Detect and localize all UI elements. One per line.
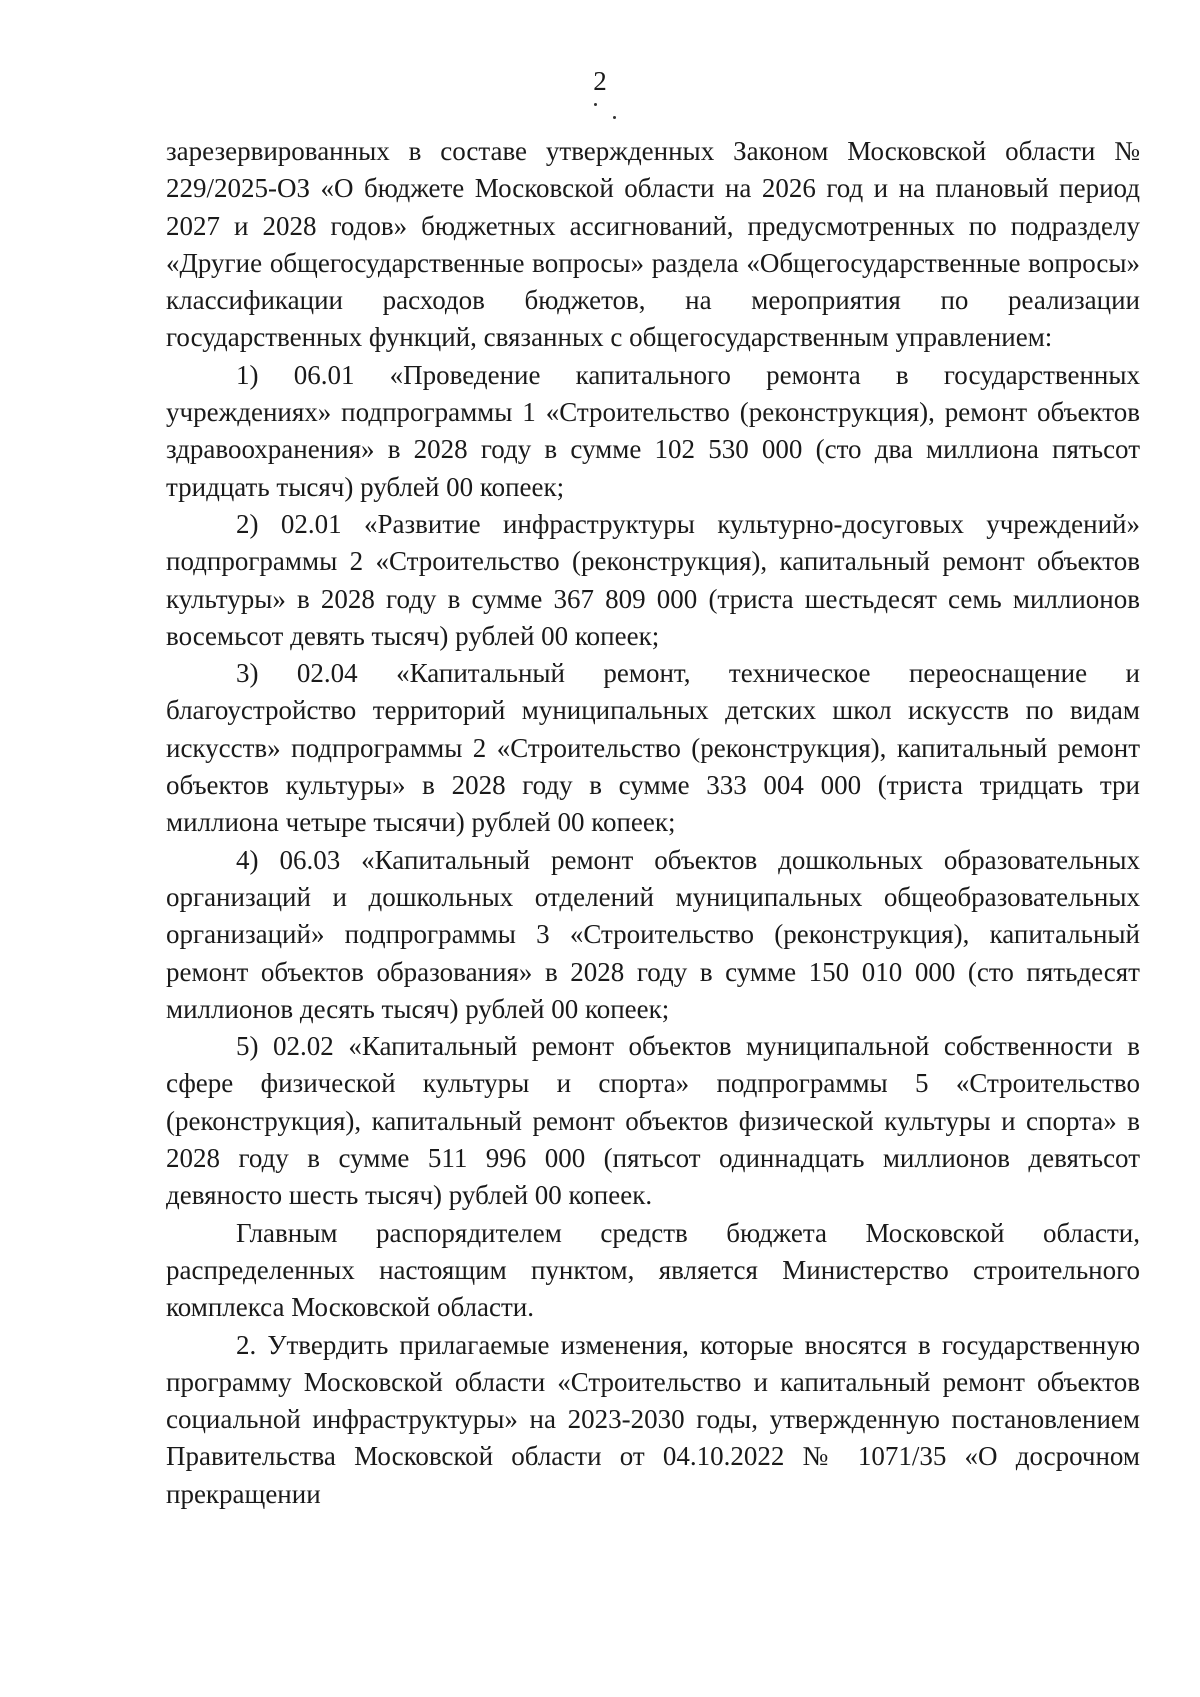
list-item-2: 2) 02.01 «Развитие инфраструктуры культурно-досуговых учреждений» подпрограммы 2 «Строительство (реконструкция), капитальный ремонт объектов культуры» в 2028 году в сумме 367 809 000 (триста шестьдесят семь миллионов восемьсот девять тысяч) рублей 00 копеек; bbox=[166, 508, 1140, 651]
page-number: 2 bbox=[593, 66, 607, 96]
chief-administrator-paragraph: Главным распорядителем средств бюджета Московской области, распределенных настоящим пунктом, является Министерство строительного комплекса Московской области. bbox=[166, 1217, 1140, 1323]
scan-speck bbox=[594, 103, 597, 106]
list-item-1: 1) 06.01 «Проведение капитального ремонта в государственных учреждениях» подпрограммы 1 «Строительство (реконструкция), ремонт объектов здравоохранения» в 2028 году в сумме 102 530 000 (сто два миллиона пятьсот тридцать тысяч) рублей 00 копеек; bbox=[166, 359, 1140, 502]
document-body bbox=[166, 133, 1140, 1513]
list-item-4: 4) 06.03 «Капитальный ремонт объектов дошкольных образовательных организаций и дошкольных отделений муниципальных общеобразовательных организаций» подпрограммы 3 «Строительство (реконструкция), капитальный ремонт объектов образования» в 2028 году в сумме 150 010 000 (сто пятьдесят миллионов десять тысяч) рублей 00 копеек; bbox=[166, 844, 1140, 1024]
list-item-3: 3) 02.04 «Капитальный ремонт, техническое переоснащение и благоустройство территорий муниципальных детских школ искусств по видам искусств» подпрограммы 2 «Строительство (реконструкция), капитальный ремонт объектов культуры» в 2028 году в сумме 333 004 000 (триста тридцать три миллиона четыре тысячи) рублей 00 копеек; bbox=[166, 658, 1140, 838]
paragraph-continuation: зарезервированных в составе утвержденных Законом Московской области № 229/2025-ОЗ «О бюджете Московской области на 2026 год и на плановый период 2027 и 2028 годов» бюджетных ассигнований, предусмотренных по подразделу «Другие общегосударственные вопросы» раздела «Общегосударственные вопросы» классификации расходов бюджетов, на мероприятия по реализации государственных функций, связанных с общегосударственным управлением: bbox=[166, 136, 1140, 353]
list-item-5: 5) 02.02 «Капитальный ремонт объектов муниципальной собственности в сфере физической культуры и спорта» подпрограммы 5 «Строительство (реконструкция), капитальный ремонт объектов физической культуры и спорта» в 2028 году в сумме 511 996 000 (пятьсот одиннадцать миллионов девятьсот девяносто шесть тысяч) рублей 00 копеек. bbox=[166, 1031, 1140, 1211]
clause-2-paragraph: 2. Утвердить прилагаемые изменения, которые вносятся в государственную программу Московской области «Строительство и капитальный ремонт объектов социальной инфраструктуры» на 2023-2030 годы, утвержденную постановлением Правительства Московской области от 04.10.2022 № 1071/35 «О досрочном прекращении bbox=[166, 1329, 1140, 1509]
scan-speck bbox=[613, 116, 616, 119]
